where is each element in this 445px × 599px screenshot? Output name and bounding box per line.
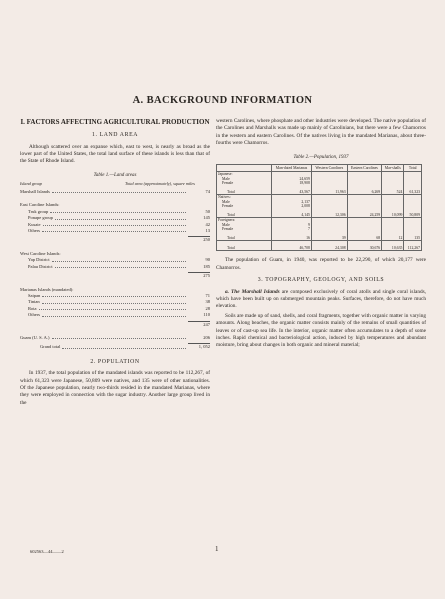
row-value: 90 [205,257,210,263]
page-title: A. BACKGROUND INFORMATION [132,95,313,106]
row-label: Ponape group [28,215,53,221]
table1-subtotal-east [20,237,210,243]
table2-cell: 2,008 [272,204,312,208]
table2-cell: Total [217,246,272,251]
table2-header-cell [217,165,272,172]
table2-header-cell: Eastern Carolines [347,165,382,172]
table2-caption: Table 2.—Population, 1937 [293,154,349,160]
table2-cell: Female [217,181,272,185]
table2-cell: 4,145 [272,213,312,218]
table1-col-left: Island group [20,181,42,187]
table2-cell: Male [217,223,272,227]
table2-cell: Total [217,213,272,218]
row-value: 74 [205,189,210,195]
paragraph-guam: The population of Guam, in 1940, was reported to be 22,290, of which 20,177 were Chamorros. [216,257,426,271]
row-label: Others [28,312,40,318]
row-value: 38 [205,299,210,305]
table2-cell: 46,708 [272,246,312,251]
table2-cell: 10,099 [382,213,404,218]
row-value: 28 [205,305,210,311]
table2-cell: Female [217,204,272,208]
table2-cell: 30,676 [347,246,382,251]
table2-cell: 68 [347,236,382,241]
subheading-population: 2. POPULATION [90,358,140,365]
table2-cell: Total [217,236,272,241]
row-value: 185 [203,263,210,269]
table2-cell: 39 [311,236,347,241]
table2-cell: 16 [272,236,312,241]
paragraph-population: In 1937, the total population of the mandated islands was reported to be 112,267, of which 61,323 were Japanese, 50,809 were natives, and 135 were of other nationalities. Of the Japanese population, nearly two-thirds resided in the mandated Marianas, where they were employed in connection with the sugar industry. Another large group lived in the [20,370,210,406]
table2-cell: 24,259 [347,213,382,218]
table1-row-guam [20,335,210,341]
group-heading: East Caroline Islands: [20,202,60,208]
table2-cell: 12,306 [311,213,347,218]
row-value: 13 [205,228,210,234]
table2-cell: 7 [272,227,312,231]
table2-cell: Male [217,177,272,181]
row-label: Others [28,228,40,234]
section-heading-agricultural: I. FACTORS AFFECTING AGRICULTURAL PRODUCTION [20,118,210,126]
paragraph-land-area: Although scattered over an expanse which, east to west, is nearly as broad as the lower part of the United States, the total land surface of these islands is less than that of the State of Rhode Island. [20,143,210,165]
table2-cell: 11,963 [311,190,347,195]
marshall-lead: a. The Marshall Islands [225,288,280,295]
table2-body [217,172,422,251]
table1-caption: Table 1.—Land areas [93,172,137,178]
left-column [20,118,210,409]
footer-code: 602563—44——2 [30,549,64,554]
page-number: 1 [215,545,219,553]
row-label: Kusaie [28,221,41,227]
table2-cell: 24,659 [272,177,312,181]
table2-cell: 9 [272,223,312,227]
table2-cell: 135 [404,236,422,241]
table1-header [20,182,210,187]
subtotal-value: 275 [203,273,210,279]
subheading-topography: 3. TOPOGRAPHY, GEOLOGY, AND SOILS [257,277,385,284]
row-value: 145 [203,215,210,221]
row-value: 1, 052 [198,344,210,350]
right-column [216,118,426,352]
table2-cell: 24,308 [311,246,347,251]
table1-subtotal-mariana [20,322,210,328]
row-label: Grand total [40,344,61,350]
table1-row [20,228,210,234]
population-table [216,164,422,251]
row-label: Yap District [28,257,50,263]
table2-cell: 12 [382,236,404,241]
marshall-text: are composed exclusively of coral atolls and single coral islands, which have been built up on submerged mountain peaks. Surfaces, therefore, do not have much elevation. [216,288,427,310]
row-label: Marshall Islands [20,189,50,195]
table1-subtotal-west [20,273,210,279]
row-label: Palau District [28,263,53,269]
table2-cell: 61,323 [404,190,422,195]
table2-row [217,246,422,251]
table2-cell: Total [217,190,272,195]
paragraph-population-continued: western Carolines, where phosphate and other industries were developed. The native population of the Carolines and Marshalls was made up mainly of Carolinians, but there were a few Chamorros in the western and eastern Carolines. Of the natives living in the mandated Marianas, about three-fourths were Chamorros. [216,118,426,147]
table2-header-cell: Total [404,165,422,172]
table1-row [20,264,210,270]
table2-header-cell: Western Carolines [311,165,347,172]
table2-cell: Male [217,200,272,204]
table1-row-marshall [20,189,210,195]
row-label: Rota [28,305,37,311]
table2-group-label: Foreigners: [217,218,272,223]
row-value: 206 [203,334,210,340]
table2-cell: Female [217,227,272,231]
group-heading: West Caroline Islands: [20,250,61,256]
table2-cell: 6,269 [347,190,382,195]
table2-cell: 10,635 [382,246,404,251]
table1-col-right: Total area (approximately), square miles [125,181,195,187]
subheading-land-area: 1. LAND AREA [91,132,138,139]
table2-cell: 112,267 [404,246,422,251]
group-heading: Marianas Islands (mandated): [20,286,74,292]
row-value: 110 [203,312,210,318]
table2-header-cell: Mar-shalls [382,165,404,172]
table2-group-label: Japanese: [217,172,272,177]
table1-row [20,312,210,318]
table2-cell: 18,908 [272,181,312,185]
row-value: 50 [205,208,210,214]
table2-header-cell: Man-dated Marianas [272,165,312,172]
table2-cell: 524 [382,190,404,195]
table1-grand-total [20,344,210,350]
paragraph-marshall [216,289,426,311]
subtotal-value: 250 [203,237,210,243]
table2-cell: 43,567 [272,190,312,195]
table2-cell: 2,137 [272,200,312,204]
row-label: Truk group [28,208,49,214]
subtotal-value: 247 [203,321,210,327]
row-label: Saipan [28,292,41,298]
row-label: Tinian [28,299,40,305]
paragraph-soils: Soils are made up of sand, shells, and coral fragments, together with organic matter in varying amounts. Along beaches, the organic matter consists mainly of the remains of small quantities of leaves or of cast-up sea life. In the interior, organic matter often accumulates to a depth of some inches. Rapid chemical and bacteriological action, induced by high temperatures and abundant moisture, bring about changes in both organic and mineral material; [216,312,426,349]
row-value: 42 [205,221,210,227]
row-label: Guam (U. S. A.) [20,334,50,340]
table2-group-label: Natives: [217,195,272,200]
table2-cell: 50,809 [404,213,422,218]
row-value: 71 [205,292,210,298]
